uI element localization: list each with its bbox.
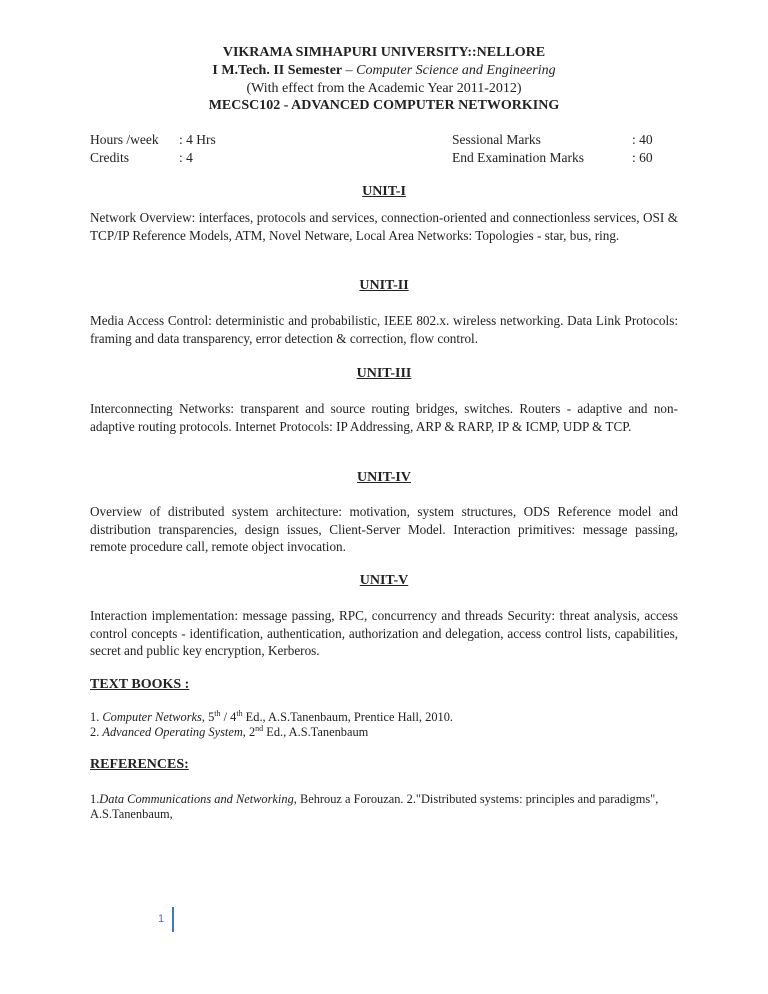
sessional-value: : 40 [632,132,653,147]
unit-title: UNIT-I [362,184,406,199]
university-name: VIKRAMA SIMHAPURI UNIVERSITY::NELLORE [222,45,546,60]
references-heading: REFERENCES: [90,757,189,772]
unit-text: Interconnecting Networks: transparent and source routing bridges, switches. Routers - adaptive and non-adaptive routing protocols. Internet Protocols: IP Addressing, ARP & RARP, IP & ICMP, UDP & TCP. [90,401,678,434]
course-title: MECSC102 - ADVANCED COMPUTER NETWORKING [208,98,560,113]
unit-text: Network Overview: interfaces, protocols and services, connection-oriented and connectionless services, OSI & TCP/IP Reference Models, ATM, Novel Netware, Local Area Networks: Topologies - star, bus, ring. [90,210,678,243]
unit-title: UNIT-V [359,573,409,588]
unit-title: UNIT-II [359,278,409,293]
page-number: 1 [158,913,165,925]
program-line: I M.Tech. II Semester – Computer Science and Engineering [212,63,556,78]
reference-1: 1.Data Communications and Networking, Behrouz a Forouzan. 2."Distributed systems: principles and paradigms", A.S.Tanenbaum, [90,792,659,821]
credits-value: : 4 [179,150,193,165]
hours-label: Hours /week [90,132,159,147]
unit-title: UNIT-III [356,366,412,381]
unit-text: Interaction implementation: message passing, RPC, concurrency and threads Security: threat analysis, access control concepts - identification, authentication, authorization and delegation, access control lists, capabilities, secret and public key encryption, Kerberos. [90,608,678,658]
endexam-value: : 60 [632,150,653,165]
credits-label: Credits [90,150,129,165]
effect-line: (With effect from the Academic Year 2011-2012) [246,81,522,96]
hours-value: : 4 Hrs [179,132,216,147]
unit-text: Overview of distributed system architecture: motivation, system structures, ODS Reference model and distribution transparencies, design issues, Client-Server Model. Interaction primitives: message passing, remote procedure call, remote object invocation. [90,504,678,554]
unit-text: Media Access Control: deterministic and probabilistic, IEEE 802.x. wireless networking. Data Link Protocols: framing and data transparency, error detection & correction, flow control. [90,313,678,346]
textbooks-heading: TEXT BOOKS : [90,677,190,692]
textbook-2: 2. Advanced Operating System, 2nd Ed., A.S.Tanenbaum [90,724,369,739]
textbook-1: 1. Computer Networks, 5th / 4th Ed., A.S.Tanenbaum, Prentice Hall, 2010. [90,709,453,724]
endexam-label: End Examination Marks [452,150,584,165]
page-number-divider [172,907,174,932]
sessional-label: Sessional Marks [452,132,541,147]
unit-title: UNIT-IV [357,470,411,485]
